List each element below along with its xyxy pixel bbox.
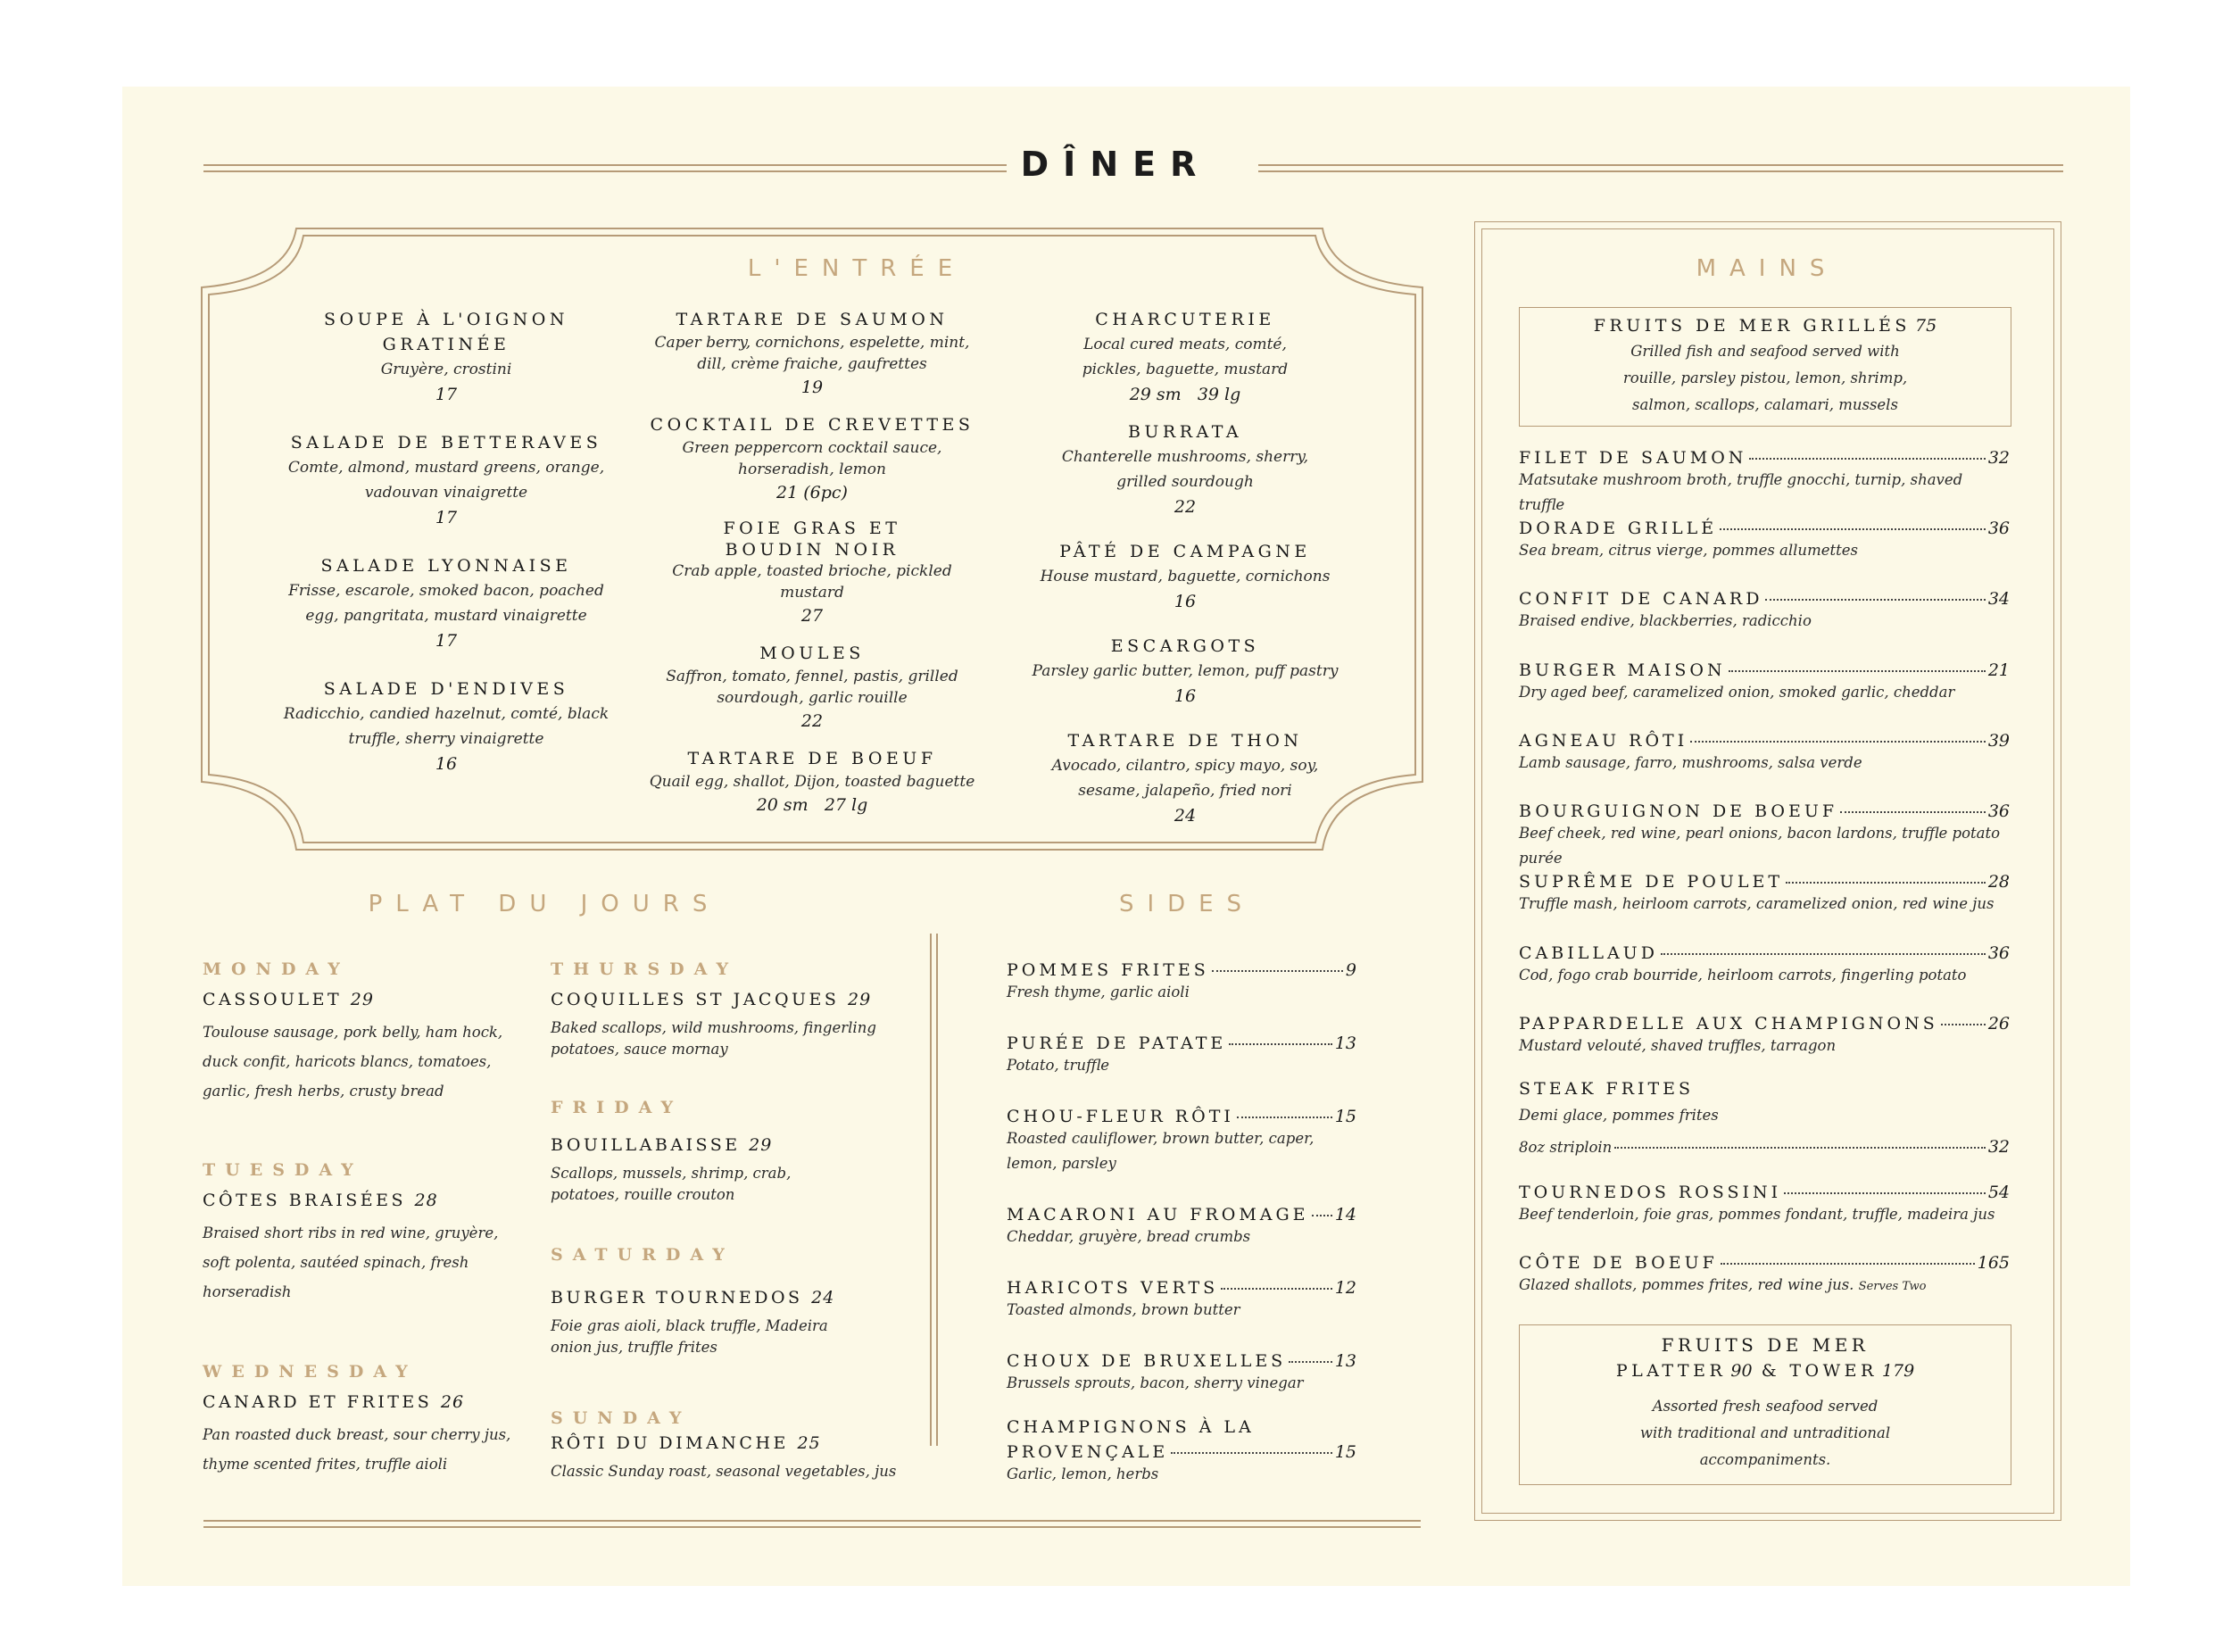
platter-box: [1519, 1324, 2011, 1485]
menu-item: [1007, 728, 1364, 828]
item-name: SALADE LYONNAISE: [320, 556, 572, 576]
item-price: 13: [1334, 1351, 1356, 1371]
item-row: [1007, 1351, 1356, 1371]
side-item: [1007, 1205, 1356, 1249]
day-label: SATURDAY: [551, 1245, 734, 1265]
side-item: [1007, 960, 1356, 1005]
item-row: [1519, 731, 2010, 751]
item-name: COCKTAIL DE CREVETTES: [650, 415, 975, 435]
dish-name: CASSOULET: [203, 990, 343, 1009]
entree-title: L'ENTRÉE: [747, 255, 966, 282]
mains-title: MAINS: [1696, 255, 1838, 282]
dish-desc: Foie gras aioli, black truffle, Madeira onion jus, truffle frites: [551, 1317, 828, 1356]
item-name: CÔTE DE BOEUF: [1519, 1253, 1718, 1273]
menu-item: [277, 430, 616, 530]
item-name: CABILLAUD: [1519, 943, 1658, 963]
item-name: PROVENÇALE: [1007, 1442, 1169, 1462]
day-label: THURSDAY: [551, 959, 739, 979]
dish-desc: Baked scallops, wild mushrooms, fingerling potatoes, sauce mornay: [551, 1019, 876, 1058]
item-desc: Radicchio, candied hazelnut, comté, black truffle, sherry vinaigrette: [283, 705, 610, 748]
dish-desc: Toulouse sausage, pork belly, ham hock, duck confit, haricots blancs, tomatoes, garlic, fresh herbs, crusty bread: [203, 1024, 503, 1100]
item-name: MACARONI AU FROMAGE: [1007, 1205, 1309, 1224]
leader-dots: [1212, 970, 1343, 972]
menu-item: [1007, 539, 1364, 614]
day-saturday: [551, 1242, 872, 1358]
item-desc: Brussels sprouts, bacon, sherry vinegar: [1007, 1374, 1304, 1391]
dish-price: 28: [414, 1191, 438, 1210]
item-desc: Cod, fogo crab bourride, heirloom carrots, fingerling potato: [1519, 967, 1967, 984]
dish-desc: Classic Sunday roast, seasonal vegetables, jus: [551, 1463, 897, 1480]
item-name: AGNEAU RÔTI: [1519, 731, 1688, 751]
item-desc: Beef tenderloin, foie gras, pommes fondant, truffle, madeira jus: [1519, 1206, 1995, 1223]
item-row: [1519, 1014, 2010, 1034]
dish-name: COQUILLES ST JACQUES: [551, 990, 840, 1009]
item-desc: Local cured meats, comté, pickles, baguette, mustard: [1082, 336, 1289, 378]
item-price: 22: [800, 711, 824, 731]
dish-desc: Scallops, mussels, shrimp, crab, potatoes, rouille crouton: [551, 1165, 792, 1203]
item-name: BURGER MAISON: [1519, 660, 1726, 680]
day-label: TUESDAY: [203, 1160, 363, 1180]
leader-dots: [1171, 1452, 1332, 1454]
item-price: 15: [1334, 1442, 1356, 1462]
item-row: [1519, 943, 2010, 963]
main-item: [1519, 519, 2010, 563]
menu-item: [643, 412, 982, 505]
item-price: 21 (6pc): [776, 483, 848, 502]
header-rule-left-2: [203, 170, 1007, 172]
item-desc: House mustard, baguette, cornichons: [1040, 568, 1331, 585]
item-desc: Demi glace, pommes frites: [1519, 1107, 1719, 1124]
day-label: MONDAY: [203, 959, 350, 979]
item-name: SUPRÊME DE POULET: [1519, 872, 1784, 892]
leader-dots: [1729, 670, 1986, 672]
day-label: SUNDAY: [551, 1408, 692, 1428]
dish-price: 29: [749, 1135, 773, 1155]
item-desc: Caper berry, cornichons, espelette, mint, dill, crème fraiche, gaufrettes: [654, 334, 970, 373]
item-name: TARTARE DE SAUMON: [676, 310, 949, 329]
item-price: 16: [1174, 592, 1197, 611]
item-desc: Saffron, tomato, fennel, pastis, grilled sourdough, garlic rouille: [666, 668, 958, 707]
item-name: BOURGUIGNON DE BOEUF: [1519, 801, 1838, 821]
dish-price: 29: [350, 990, 374, 1009]
leader-dots: [1289, 1361, 1332, 1363]
plat-title: PLAT DU JOURS: [368, 891, 721, 917]
day-friday: [551, 1095, 854, 1206]
item-desc: Toasted almonds, brown butter: [1007, 1301, 1240, 1318]
item-price: 14: [1334, 1205, 1356, 1224]
item-row: [1519, 1135, 2010, 1160]
item-desc: Quail egg, shallot, Dijon, toasted baguette: [649, 773, 975, 791]
item-price: 28: [1987, 872, 2010, 892]
header-rule-left: [203, 164, 1007, 166]
menu-title: DÎNER: [1020, 145, 1211, 184]
main-item: [1519, 589, 2010, 634]
item-desc: Comte, almond, mustard greens, orange, vadouvan vinaigrette: [287, 459, 605, 502]
item-row: [1007, 1107, 1356, 1126]
main-item-steak: [1519, 1076, 2010, 1160]
entree-column-3: [1007, 307, 1364, 851]
item-name: MOULES: [759, 643, 865, 663]
item-price: 12: [1334, 1278, 1356, 1298]
main-item: [1519, 660, 2010, 705]
item-price: 16: [435, 754, 458, 774]
dish-name: BURGER TOURNEDOS: [551, 1288, 803, 1307]
dish-name: RÔTI DU DIMANCHE: [551, 1433, 789, 1453]
item-price: 17: [435, 385, 458, 404]
bottom-rule-2: [203, 1526, 1421, 1528]
side-item: [1007, 1412, 1356, 1487]
item-price: 17: [435, 631, 458, 651]
item-price: 36: [1987, 519, 2010, 538]
item-desc: Gruyère, crostini: [380, 361, 512, 378]
platter-desc: Assorted fresh seafood served with traditional and untraditional accompaniments.: [1639, 1398, 1891, 1468]
leader-dots: [1765, 599, 1985, 601]
menu-item: [277, 553, 616, 653]
menu-item: [643, 307, 982, 400]
bottom-rule: [203, 1520, 1421, 1522]
day-tuesday: [203, 1158, 506, 1307]
main-item: [1519, 731, 2010, 776]
item-desc: Matsutake mushroom broth, truffle gnocchi, turnip, shaved truffle: [1519, 471, 1963, 513]
item-note: Serves Two: [1858, 1280, 1927, 1293]
item-name: HARICOTS VERTS: [1007, 1278, 1219, 1298]
menu-item: [1007, 419, 1364, 519]
dish-price: 29: [848, 990, 872, 1009]
item-name: CHARCUTERIE: [1095, 310, 1275, 329]
item-price: 16: [1174, 686, 1197, 706]
leader-dots: [1690, 741, 1986, 743]
item-price: 20 sm 27 lg: [756, 795, 868, 815]
day-sunday: [551, 1406, 908, 1482]
item-desc: Truffle mash, heirloom carrots, caramelized onion, red wine jus: [1519, 895, 1995, 912]
leader-dots: [1614, 1147, 1986, 1149]
menu-item: [1007, 307, 1364, 407]
sides-title: SIDES: [1118, 891, 1256, 917]
dish-price: 26: [440, 1392, 465, 1412]
item-desc: Crab apple, toasted brioche, pickled mustard: [672, 562, 952, 602]
leader-dots: [1749, 458, 1985, 460]
item-price: 29 sm 39 lg: [1129, 385, 1241, 404]
main-item: [1519, 943, 2010, 988]
item-sub: 8oz striploin: [1519, 1139, 1613, 1156]
menu-item: [643, 746, 982, 818]
dish-price: 25: [797, 1433, 821, 1453]
item-row: [1007, 1278, 1356, 1298]
side-item: [1007, 1034, 1356, 1078]
item-name: STEAK FRITES: [1519, 1079, 1695, 1099]
item-name: PÂTÉ DE CAMPAGNE: [1059, 542, 1311, 561]
day-wednesday: [203, 1359, 524, 1479]
tower-price: 179: [1881, 1361, 1915, 1381]
item-price: 54: [1987, 1183, 2010, 1202]
item-desc: Dry aged beef, caramelized onion, smoked garlic, cheddar: [1519, 684, 1955, 701]
item-name: SALADE DE BETTERAVES: [290, 433, 602, 452]
item-row: [1007, 1205, 1356, 1224]
item-name: PAPPARDELLE AUX CHAMPIGNONS: [1519, 1014, 1938, 1034]
item-name-line1: CHAMPIGNONS À LA: [1007, 1417, 1255, 1437]
dish-name: CÔTES BRAISÉES: [203, 1191, 406, 1210]
item-price: 165: [1977, 1253, 2010, 1273]
day-dish: [203, 1390, 524, 1415]
menu-item: [643, 641, 982, 734]
day-thursday: [551, 957, 881, 1060]
day-label: WEDNESDAY: [203, 1362, 418, 1382]
leader-dots: [1312, 1215, 1332, 1216]
day-dish: [551, 1431, 908, 1456]
item-name: TARTARE DE THON: [1067, 731, 1303, 751]
entree-column-1: [277, 307, 616, 800]
item-price: 22: [1174, 497, 1197, 517]
featured-name: FRUITS DE MER GRILLÉS: [1593, 316, 1911, 336]
day-dish: [551, 1133, 854, 1158]
dish-price: 24: [811, 1288, 835, 1307]
featured-desc: Grilled fish and seafood served with rouille, parsley pistou, lemon, shrimp, salmon, scallops, calamari, mussels: [1622, 343, 1908, 413]
item-name: POMMES FRITES: [1007, 960, 1209, 980]
item-name: SOUPE À L'OIGNON GRATINÉE: [324, 310, 568, 354]
item-price: 32: [1987, 1137, 2010, 1157]
header-rule-right: [1258, 164, 2063, 166]
leader-dots: [1720, 528, 1986, 530]
item-name: DORADE GRILLÉ: [1519, 519, 1718, 538]
item-name: FOIE GRAS ET BOUDIN NOIR: [723, 519, 901, 560]
item-price: 27: [800, 606, 824, 626]
item-row: [1519, 1253, 2010, 1273]
item-name: BURRATA: [1127, 422, 1243, 442]
leader-dots: [1229, 1043, 1332, 1045]
item-desc: Braised endive, blackberries, radicchio: [1519, 612, 1812, 629]
dish-desc: Braised short ribs in red wine, gruyère, soft polenta, sautéed spinach, fresh horseradish: [203, 1224, 499, 1300]
item-price: 36: [1987, 943, 2010, 963]
main-item: [1519, 1183, 2010, 1227]
item-name: SALADE D'ENDIVES: [323, 679, 569, 699]
side-item: [1007, 1278, 1356, 1323]
main-item: [1519, 448, 2010, 518]
item-price: 21: [1987, 660, 2010, 680]
item-price: 32: [1987, 448, 2010, 468]
column-divider: [930, 934, 932, 1446]
item-name: TOURNEDOS ROSSINI: [1519, 1183, 1782, 1202]
main-item: [1519, 872, 2010, 917]
tower-label: TOWER: [1789, 1361, 1878, 1381]
item-desc-wrap: [1519, 1273, 2010, 1299]
platter-amp: &: [1761, 1361, 1781, 1381]
day-dish: [551, 987, 881, 1012]
day-label: FRIDAY: [551, 1098, 684, 1117]
item-name: FILET DE SAUMON: [1519, 448, 1747, 468]
item-price: 36: [1987, 801, 2010, 821]
item-row: [1519, 589, 2010, 609]
side-item: [1007, 1351, 1356, 1396]
item-price: 19: [800, 378, 824, 397]
item-price: 39: [1987, 731, 2010, 751]
item-desc: Lamb sausage, farro, mushrooms, salsa verde: [1519, 754, 1862, 771]
item-row: [1519, 872, 2010, 892]
item-desc: Potato, truffle: [1007, 1057, 1110, 1074]
leader-dots: [1237, 1117, 1332, 1118]
item-desc: Fresh thyme, garlic aioli: [1007, 984, 1190, 1000]
main-item: [1519, 1014, 2010, 1058]
item-price: 26: [1987, 1014, 2010, 1034]
item-desc: Mustard velouté, shaved truffles, tarragon: [1519, 1037, 1837, 1054]
header-rule-right-2: [1258, 170, 2063, 172]
featured-box: [1519, 307, 2011, 427]
item-desc: Frisse, escarole, smoked bacon, poached egg, pangritata, mustard vinaigrette: [288, 582, 604, 625]
day-dish: [203, 1188, 506, 1213]
leader-dots: [1661, 953, 1986, 955]
item-row: [1519, 1183, 2010, 1202]
item-row: [1519, 519, 2010, 538]
item-name: TARTARE DE BOEUF: [687, 749, 937, 768]
menu-item: [277, 307, 616, 407]
main-item: [1519, 1253, 2010, 1299]
item-price: 34: [1987, 589, 2010, 609]
item-price: 13: [1334, 1034, 1356, 1053]
leader-dots: [1221, 1288, 1332, 1290]
item-desc: Sea bream, citrus vierge, pommes allumettes: [1519, 542, 1858, 559]
item-desc: Parsley garlic butter, lemon, puff pastry: [1032, 662, 1339, 680]
item-name: ESCARGOTS: [1110, 636, 1260, 656]
item-price: 24: [1174, 806, 1197, 826]
item-desc: Beef cheek, red wine, pearl onions, bacon lardons, truffle potato purée: [1519, 825, 2001, 867]
item-desc: Cheddar, gruyère, bread crumbs: [1007, 1228, 1251, 1245]
item-row: [1519, 801, 2010, 821]
item-desc: Chanterelle mushrooms, sherry, grilled sourdough: [1061, 448, 1309, 491]
entree-column-2: [643, 307, 982, 841]
side-item: [1007, 1107, 1356, 1176]
item-desc: Green peppercorn cocktail sauce, horseradish, lemon: [682, 439, 942, 478]
featured-price: 75: [1915, 316, 1937, 336]
day-dish: [551, 1285, 872, 1310]
item-desc: Glazed shallots, pommes frites, red wine jus.: [1519, 1276, 1854, 1293]
item-row: [1519, 448, 2010, 468]
item-name: CHOU-FLEUR RÔTI: [1007, 1107, 1234, 1126]
featured-heading: [1520, 313, 2011, 338]
menu-item: [1007, 634, 1364, 709]
item-name: CHOUX DE BRUXELLES: [1007, 1351, 1287, 1371]
platter-title: FRUITS DE MER: [1661, 1334, 1870, 1356]
item-desc: Roasted cauliflower, brown butter, caper, lemon, parsley: [1007, 1130, 1315, 1172]
column-divider-2: [936, 934, 938, 1446]
leader-dots: [1784, 1192, 1986, 1194]
leader-dots: [1786, 882, 1986, 884]
menu-item: [277, 677, 616, 776]
item-row: [1007, 1034, 1356, 1053]
item-name: CONFIT DE CANARD: [1519, 589, 1763, 609]
dish-desc: Pan roasted duck breast, sour cherry jus, thyme scented frites, truffle aioli: [203, 1426, 511, 1473]
item-price: 15: [1334, 1107, 1356, 1126]
item-row: [1519, 660, 2010, 680]
dish-name: CANARD ET FRITES: [203, 1392, 433, 1412]
item-desc: Avocado, cilantro, spicy mayo, soy, sesame, jalapeño, fried nori: [1051, 757, 1319, 800]
day-dish: [203, 987, 524, 1012]
item-row: [1007, 1442, 1356, 1462]
item-desc: Garlic, lemon, herbs: [1007, 1465, 1159, 1482]
item-price: 9: [1345, 960, 1356, 980]
item-price: 17: [435, 508, 458, 527]
leader-dots: [1840, 811, 1986, 813]
main-item: [1519, 801, 2010, 871]
day-monday: [203, 957, 524, 1106]
leader-dots: [1721, 1263, 1975, 1265]
item-name: PURÉE DE PATATE: [1007, 1034, 1227, 1053]
platter-prices: [1520, 1357, 2011, 1386]
leader-dots: [1941, 1024, 1986, 1025]
item-row: [1007, 960, 1356, 980]
dish-name: BOUILLABAISSE: [551, 1135, 741, 1155]
platter-price: 90: [1730, 1361, 1753, 1381]
platter-label: PLATTER: [1615, 1361, 1727, 1381]
menu-item: [643, 518, 982, 628]
